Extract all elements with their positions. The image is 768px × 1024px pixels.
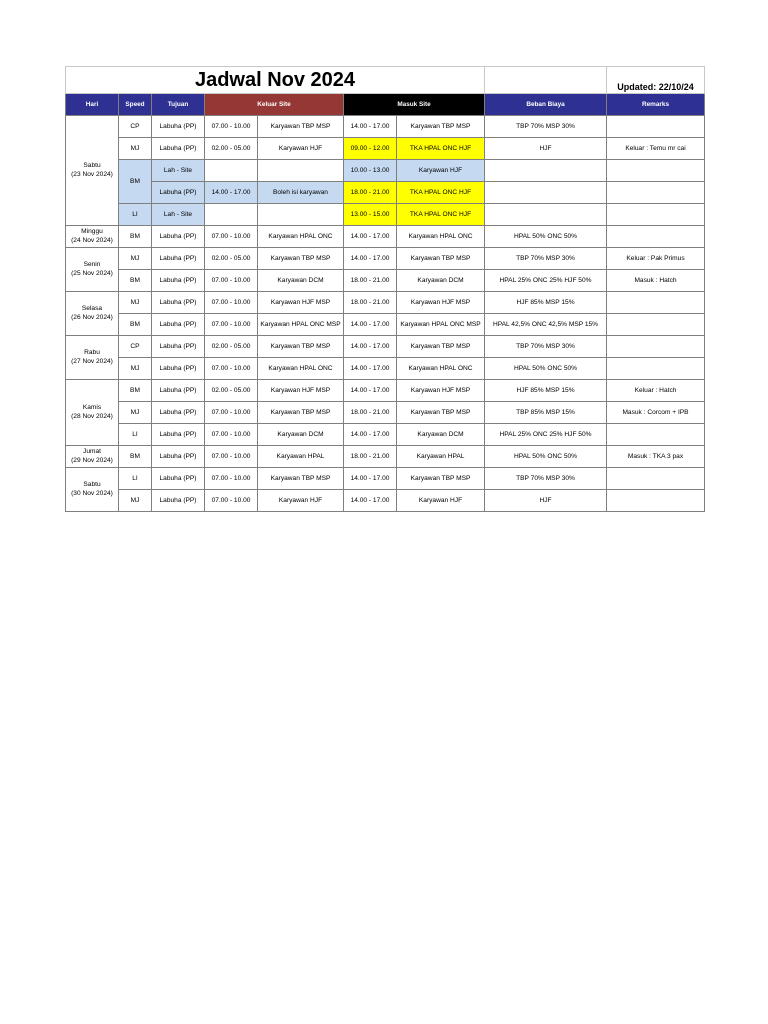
- day-cell: [66, 292, 119, 336]
- masuk-time-cell: 18.00 - 21.00: [344, 182, 397, 204]
- masuk-desc-cell: Karyawan HPAL ONC: [397, 226, 485, 248]
- table-row: [66, 138, 705, 160]
- header-hari: Hari: [66, 94, 119, 116]
- tujuan-cell: Lah - Site: [152, 160, 205, 182]
- speed-cell: BM: [119, 446, 152, 468]
- speed-cell: MJ: [119, 138, 152, 160]
- beban-cell: HPAL 50% ONC 50%: [485, 226, 607, 248]
- tujuan-cell: Labuha (PP): [152, 270, 205, 292]
- remarks-cell: Masuk : Hatch: [607, 270, 705, 292]
- header-speed: Speed: [119, 94, 152, 116]
- beban-cell: HJF 85% MSP 15%: [485, 380, 607, 402]
- keluar-time-cell: 07.00 - 10.00: [205, 314, 258, 336]
- masuk-time-cell: 10.00 - 13.00: [344, 160, 397, 182]
- keluar-desc-cell: [258, 204, 344, 226]
- masuk-time-cell: 14.00 - 17.00: [344, 314, 397, 336]
- header-row: [66, 94, 705, 116]
- keluar-time-cell: 07.00 - 10.00: [205, 402, 258, 424]
- masuk-desc-cell: TKA HPAL ONC HJF: [397, 138, 485, 160]
- keluar-desc-cell: Karyawan HPAL ONC: [258, 358, 344, 380]
- day-date: (23 Nov 2024): [71, 170, 113, 178]
- remarks-cell: [607, 424, 705, 446]
- masuk-desc-cell: TKA HPAL ONC HJF: [397, 204, 485, 226]
- updated-date: Updated: 22/10/24: [607, 67, 705, 94]
- day-name: Sabtu: [83, 480, 101, 488]
- masuk-desc-cell: TKA HPAL ONC HJF: [397, 182, 485, 204]
- speed-cell: MJ: [119, 292, 152, 314]
- keluar-desc-cell: Karyawan HPAL: [258, 446, 344, 468]
- remarks-cell: [607, 204, 705, 226]
- tujuan-cell: Labuha (PP): [152, 490, 205, 512]
- masuk-time-cell: 18.00 - 21.00: [344, 446, 397, 468]
- keluar-desc-cell: Karyawan HJF MSP: [258, 380, 344, 402]
- speed-cell: BM: [119, 380, 152, 402]
- speed-cell: BM: [119, 160, 152, 204]
- beban-cell: TBP 70% MSP 30%: [485, 116, 607, 138]
- masuk-desc-cell: Karyawan HPAL ONC MSP: [397, 314, 485, 336]
- table-row: [66, 182, 705, 204]
- tujuan-cell: Labuha (PP): [152, 380, 205, 402]
- tujuan-cell: Labuha (PP): [152, 446, 205, 468]
- tujuan-cell: Labuha (PP): [152, 138, 205, 160]
- day-date: (24 Nov 2024): [71, 236, 113, 244]
- keluar-time-cell: 07.00 - 10.00: [205, 424, 258, 446]
- tujuan-cell: Lah - Site: [152, 204, 205, 226]
- remarks-cell: Keluar : Temu mr cai: [607, 138, 705, 160]
- tujuan-cell: Labuha (PP): [152, 358, 205, 380]
- masuk-desc-cell: Karyawan TBP MSP: [397, 468, 485, 490]
- day-cell: [66, 446, 119, 468]
- masuk-desc-cell: Karyawan DCM: [397, 270, 485, 292]
- table-row: [66, 160, 705, 182]
- masuk-desc-cell: Karyawan HJF: [397, 160, 485, 182]
- table-row: [66, 424, 705, 446]
- remarks-cell: [607, 358, 705, 380]
- table-row: [66, 358, 705, 380]
- tujuan-cell: Labuha (PP): [152, 468, 205, 490]
- remarks-cell: [607, 116, 705, 138]
- keluar-desc-cell: Karyawan TBP MSP: [258, 248, 344, 270]
- keluar-time-cell: 07.00 - 10.00: [205, 292, 258, 314]
- keluar-time-cell: 07.00 - 10.00: [205, 270, 258, 292]
- schedule-table: [65, 66, 705, 512]
- keluar-desc-cell: Boleh isi karyawan: [258, 182, 344, 204]
- tujuan-cell: Labuha (PP): [152, 226, 205, 248]
- beban-cell: HPAL 50% ONC 50%: [485, 358, 607, 380]
- keluar-time-cell: 07.00 - 10.00: [205, 490, 258, 512]
- day-name: Jumat: [83, 447, 101, 455]
- masuk-time-cell: 14.00 - 17.00: [344, 226, 397, 248]
- day-cell: [66, 248, 119, 292]
- beban-cell: TBP 70% MSP 30%: [485, 468, 607, 490]
- masuk-desc-cell: Karyawan TBP MSP: [397, 248, 485, 270]
- beban-cell: HPAL 50% ONC 50%: [485, 446, 607, 468]
- speed-cell: BM: [119, 270, 152, 292]
- masuk-desc-cell: Karyawan TBP MSP: [397, 336, 485, 358]
- keluar-desc-cell: Karyawan HPAL ONC MSP: [258, 314, 344, 336]
- remarks-cell: [607, 314, 705, 336]
- day-name: Selasa: [81, 304, 103, 312]
- masuk-desc-cell: Karyawan HJF: [397, 490, 485, 512]
- day-name: Rabu: [84, 348, 100, 356]
- keluar-time-cell: 02.00 - 05.00: [205, 248, 258, 270]
- beban-cell: TBP 70% MSP 30%: [485, 248, 607, 270]
- beban-cell: TBP 70% MSP 30%: [485, 336, 607, 358]
- keluar-desc-cell: Karyawan HJF: [258, 490, 344, 512]
- masuk-time-cell: 14.00 - 17.00: [344, 490, 397, 512]
- remarks-cell: Keluar : Pak Primus: [607, 248, 705, 270]
- speed-cell: LI: [119, 468, 152, 490]
- keluar-time-cell: [205, 160, 258, 182]
- masuk-time-cell: 14.00 - 17.00: [344, 358, 397, 380]
- masuk-desc-cell: Karyawan TBP MSP: [397, 402, 485, 424]
- table-row: [66, 468, 705, 490]
- day-date: (27 Nov 2024): [71, 357, 113, 365]
- sheet-title: Jadwal Nov 2024: [66, 67, 485, 94]
- speed-cell: MJ: [119, 490, 152, 512]
- keluar-time-cell: 07.00 - 10.00: [205, 468, 258, 490]
- table-row: [66, 336, 705, 358]
- beban-cell: TBP 85% MSP 15%: [485, 402, 607, 424]
- remarks-cell: [607, 468, 705, 490]
- keluar-desc-cell: [258, 160, 344, 182]
- masuk-time-cell: 14.00 - 17.00: [344, 424, 397, 446]
- beban-cell: HJF 85% MSP 15%: [485, 292, 607, 314]
- table-row: [66, 380, 705, 402]
- keluar-desc-cell: Karyawan TBP MSP: [258, 116, 344, 138]
- day-cell: [66, 226, 119, 248]
- header-remarks: Remarks: [607, 94, 705, 116]
- speed-cell: CP: [119, 336, 152, 358]
- tujuan-cell: Labuha (PP): [152, 402, 205, 424]
- speed-cell: LI: [119, 204, 152, 226]
- remarks-cell: [607, 160, 705, 182]
- speed-cell: MJ: [119, 402, 152, 424]
- keluar-time-cell: 07.00 - 10.00: [205, 446, 258, 468]
- masuk-time-cell: 14.00 - 17.00: [344, 380, 397, 402]
- speed-cell: MJ: [119, 248, 152, 270]
- table-row: [66, 270, 705, 292]
- tujuan-cell: Labuha (PP): [152, 292, 205, 314]
- day-cell: [66, 380, 119, 446]
- remarks-cell: Masuk : Corcom + IPB: [607, 402, 705, 424]
- keluar-time-cell: 02.00 - 05.00: [205, 138, 258, 160]
- keluar-desc-cell: Karyawan HJF MSP: [258, 292, 344, 314]
- remarks-cell: Keluar : Hatch: [607, 380, 705, 402]
- masuk-desc-cell: Karyawan HJF MSP: [397, 292, 485, 314]
- masuk-time-cell: 14.00 - 17.00: [344, 468, 397, 490]
- beban-cell: HPAL 25% ONC 25% HJF 50%: [485, 424, 607, 446]
- keluar-desc-cell: Karyawan HPAL ONC: [258, 226, 344, 248]
- masuk-time-cell: 18.00 - 21.00: [344, 270, 397, 292]
- masuk-time-cell: 14.00 - 17.00: [344, 116, 397, 138]
- keluar-desc-cell: Karyawan TBP MSP: [258, 336, 344, 358]
- remarks-cell: [607, 336, 705, 358]
- blank-cell: [485, 67, 607, 94]
- remarks-cell: [607, 292, 705, 314]
- table-row: [66, 204, 705, 226]
- day-cell: [66, 336, 119, 380]
- tujuan-cell: Labuha (PP): [152, 116, 205, 138]
- day-name: Kamis: [82, 403, 102, 411]
- tujuan-cell: Labuha (PP): [152, 314, 205, 336]
- masuk-time-cell: 18.00 - 21.00: [344, 292, 397, 314]
- table-row: [66, 116, 705, 138]
- day-name: Sabtu: [83, 161, 101, 169]
- header-keluar-site: Keluar Site: [205, 94, 344, 116]
- beban-cell: [485, 182, 607, 204]
- table-row: [66, 446, 705, 468]
- keluar-time-cell: 07.00 - 10.00: [205, 358, 258, 380]
- day-name: Minggu: [81, 227, 103, 235]
- tujuan-cell: Labuha (PP): [152, 424, 205, 446]
- day-cell: [66, 116, 119, 226]
- day-date: (25 Nov 2024): [71, 269, 113, 277]
- beban-cell: [485, 204, 607, 226]
- day-date: (29 Nov 2024): [71, 456, 113, 464]
- masuk-time-cell: 09.00 - 12.00: [344, 138, 397, 160]
- speed-cell: BM: [119, 226, 152, 248]
- remarks-cell: [607, 490, 705, 512]
- speed-cell: MJ: [119, 358, 152, 380]
- keluar-time-cell: 07.00 - 10.00: [205, 226, 258, 248]
- header-masuk-site: Masuk Site: [344, 94, 485, 116]
- table-row: [66, 292, 705, 314]
- keluar-time-cell: 02.00 - 05.00: [205, 336, 258, 358]
- beban-cell: [485, 160, 607, 182]
- masuk-desc-cell: Karyawan HJF MSP: [397, 380, 485, 402]
- day-name: Senin: [83, 260, 101, 268]
- table-row: [66, 402, 705, 424]
- table-row: [66, 314, 705, 336]
- keluar-desc-cell: Karyawan HJF: [258, 138, 344, 160]
- header-beban-biaya: Beban Biaya: [485, 94, 607, 116]
- masuk-desc-cell: Karyawan DCM: [397, 424, 485, 446]
- speed-cell: CP: [119, 116, 152, 138]
- table-row: [66, 226, 705, 248]
- day-date: (28 Nov 2024): [71, 412, 113, 420]
- header-tujuan: Tujuan: [152, 94, 205, 116]
- tujuan-cell: Labuha (PP): [152, 248, 205, 270]
- beban-cell: HJF: [485, 490, 607, 512]
- masuk-desc-cell: Karyawan HPAL ONC: [397, 358, 485, 380]
- remarks-cell: [607, 182, 705, 204]
- speed-cell: BM: [119, 314, 152, 336]
- keluar-desc-cell: Karyawan DCM: [258, 424, 344, 446]
- remarks-cell: [607, 226, 705, 248]
- keluar-desc-cell: Karyawan TBP MSP: [258, 468, 344, 490]
- beban-cell: HJF: [485, 138, 607, 160]
- masuk-desc-cell: Karyawan TBP MSP: [397, 116, 485, 138]
- remarks-cell: Masuk : TKA 3 pax: [607, 446, 705, 468]
- beban-cell: HPAL 25% ONC 25% HJF 50%: [485, 270, 607, 292]
- keluar-time-cell: 07.00 - 10.00: [205, 116, 258, 138]
- day-date: (26 Nov 2024): [71, 313, 113, 321]
- masuk-desc-cell: Karyawan HPAL: [397, 446, 485, 468]
- day-cell: [66, 468, 119, 512]
- day-date: (30 Nov 2024): [71, 489, 113, 497]
- keluar-desc-cell: Karyawan DCM: [258, 270, 344, 292]
- masuk-time-cell: 14.00 - 17.00: [344, 336, 397, 358]
- tujuan-cell: Labuha (PP): [152, 336, 205, 358]
- speed-cell: LI: [119, 424, 152, 446]
- keluar-time-cell: [205, 204, 258, 226]
- masuk-time-cell: 18.00 - 21.00: [344, 402, 397, 424]
- table-row: [66, 490, 705, 512]
- table-row: [66, 248, 705, 270]
- keluar-time-cell: 02.00 - 05.00: [205, 380, 258, 402]
- beban-cell: HPAL 42,5% ONC 42,5% MSP 15%: [485, 314, 607, 336]
- tujuan-cell: Labuha (PP): [152, 182, 205, 204]
- masuk-time-cell: 14.00 - 17.00: [344, 248, 397, 270]
- keluar-desc-cell: Karyawan TBP MSP: [258, 402, 344, 424]
- keluar-time-cell: 14.00 - 17.00: [205, 182, 258, 204]
- masuk-time-cell: 13.00 - 15.00: [344, 204, 397, 226]
